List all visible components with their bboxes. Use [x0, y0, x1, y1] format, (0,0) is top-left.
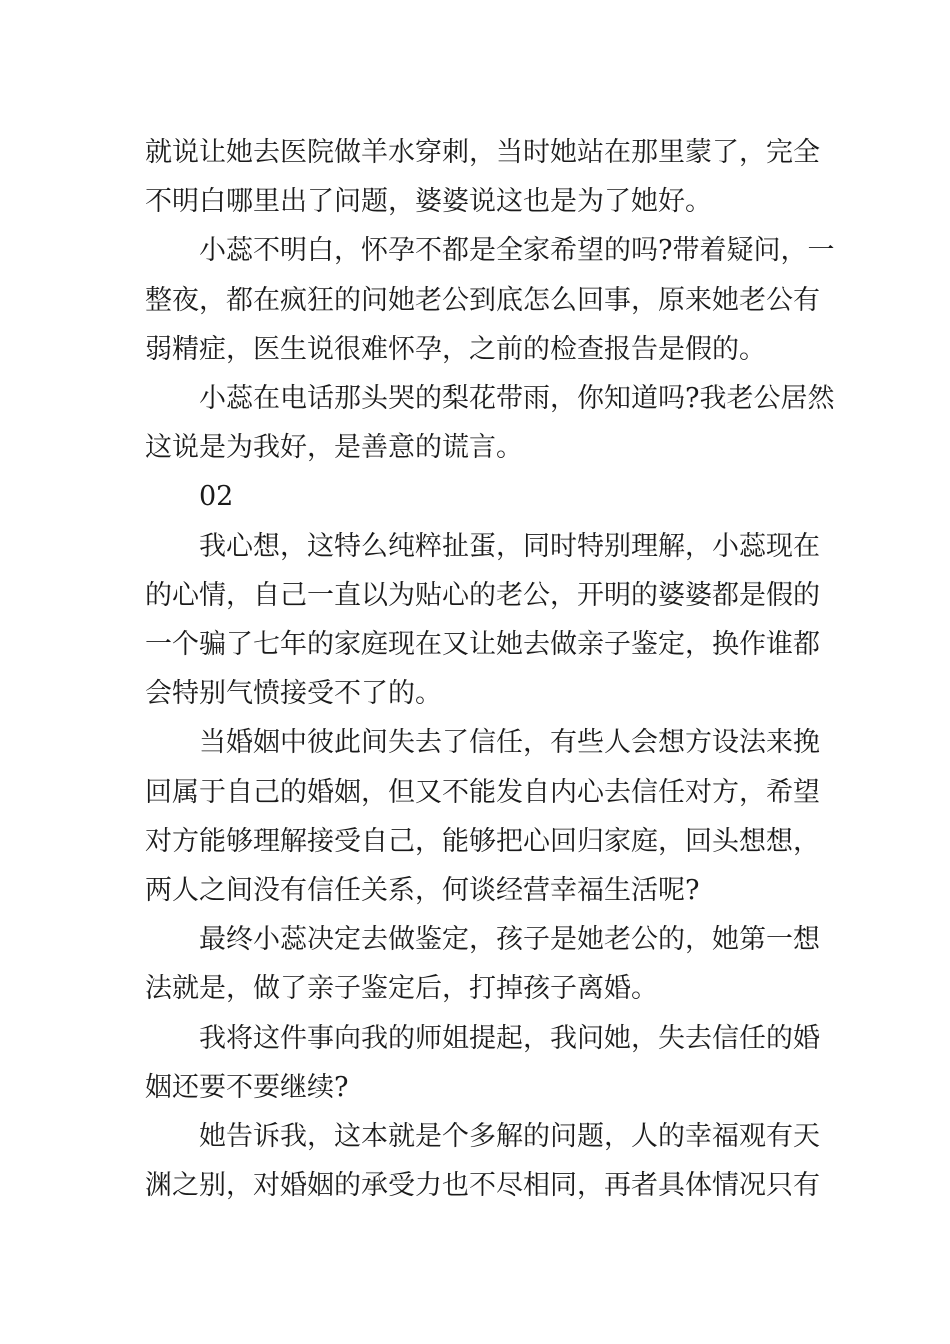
text-line: 最终小蕊决定去做鉴定，孩子是她老公的，她第一想	[199, 924, 820, 956]
paragraph-6	[145, 915, 820, 1013]
paragraph-4	[145, 522, 820, 719]
document-page	[145, 128, 835, 1210]
text-line: 这说是为我好，是善意的谎言。	[145, 432, 523, 464]
section-number	[145, 472, 809, 521]
text-line: 对方能够理解接受自己，能够把心回归家庭，回头想想，	[145, 825, 820, 857]
paragraph-8	[145, 1112, 820, 1210]
text-line: 她告诉我，这本就是个多解的问题，人的幸福观有天	[199, 1121, 820, 1153]
text-line: 小蕊不明白，怀孕不都是全家希望的吗?带着疑问，一	[199, 235, 835, 267]
text-line: 的心情，自己一直以为贴心的老公，开明的婆婆都是假的	[145, 579, 820, 611]
text-line: 我心想，这特么纯粹扯蛋，同时特别理解，小蕊现在	[199, 530, 820, 562]
text-line: 两人之间没有信任关系，何谈经营幸福生活呢?	[145, 875, 700, 907]
text-line: 姻还要不要继续?	[145, 1071, 349, 1103]
paragraph-7	[145, 1014, 820, 1112]
text-line: 一个骗了七年的家庭现在又让她去做亲子鉴定，换作谁都	[145, 629, 820, 661]
text-line: 就说让她去医院做羊水穿刺，当时她站在那里蒙了，完全	[145, 137, 820, 168]
text-line: 弱精症，医生说很难怀孕，之前的检查报告是假的。	[145, 333, 766, 365]
text-line: 会特别气愤接受不了的。	[145, 678, 442, 710]
text-line: 渊之别，对婚姻的承受力也不尽相同，再者具体情况只有	[145, 1170, 820, 1202]
paragraph-1	[145, 128, 820, 226]
text-line: 回属于自己的婚姻，但又不能发自内心去信任对方，希望	[145, 776, 820, 808]
paragraph-5	[145, 718, 820, 915]
text-line: 当婚姻中彼此间失去了信任，有些人会想方设法来挽	[199, 727, 820, 759]
text-line: 不明白哪里出了问题，婆婆说这也是为了她好。	[145, 186, 712, 218]
text-line: 整夜，都在疯狂的问她老公到底怎么回事，原来她老公有	[145, 284, 820, 316]
text-line: 法就是，做了亲子鉴定后，打掉孩子离婚。	[145, 973, 658, 1005]
text-line: 小蕊在电话那头哭的梨花带雨，你知道吗?我老公居然	[199, 383, 835, 415]
paragraph-3	[145, 374, 835, 472]
text-line: 我将这件事向我的师姐提起，我问她，失去信任的婚	[199, 1022, 820, 1054]
paragraph-2	[145, 226, 835, 374]
text-line: 02	[199, 481, 234, 513]
